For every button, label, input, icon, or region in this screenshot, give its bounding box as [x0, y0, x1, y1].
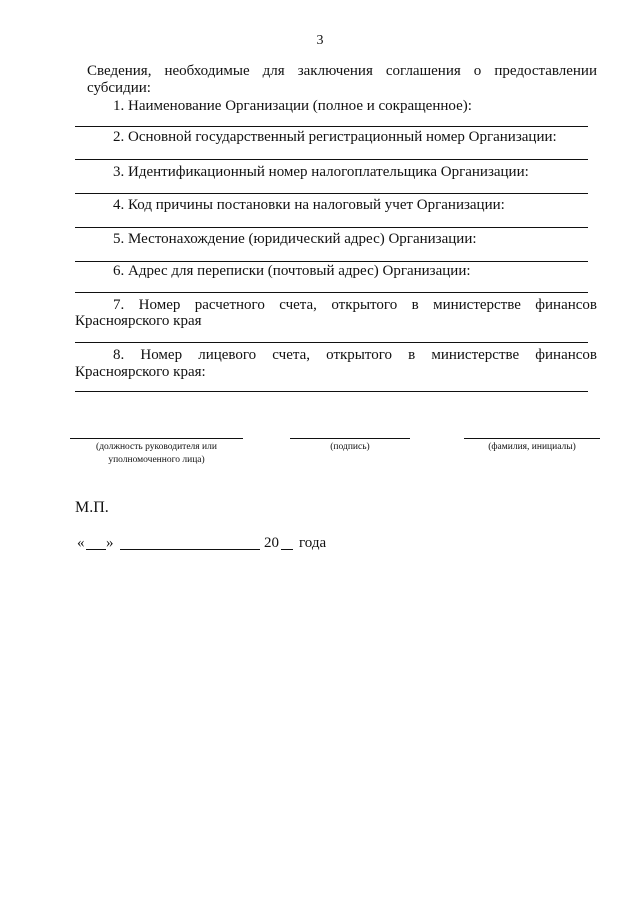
date-year-prefix: 20 — [264, 535, 279, 551]
position-caption-line2: уполномоченного лица) — [108, 455, 205, 465]
date-open-quote: « — [77, 535, 85, 551]
item-5-field-line[interactable] — [75, 261, 588, 262]
name-field-line[interactable] — [464, 438, 600, 439]
name-caption: (фамилия, инициалы) — [488, 442, 576, 452]
item-6-label: 6. Адрес для переписки (почтовый адрес) Организации: — [113, 263, 471, 279]
item-3-label: 3. Идентификационный номер налогоплательщика Организации: — [113, 164, 529, 180]
item-5-label: 5. Местонахождение (юридический адрес) Организации: — [113, 231, 477, 247]
item-2-label: 2. Основной государственный регистрационный номер Организации: — [113, 129, 557, 145]
item-2-field-line[interactable] — [75, 159, 588, 160]
intro-text-line2: субсидии: — [87, 80, 151, 96]
item-8-label-line1: 8. Номер лицевого счета, открытого в министерстве финансов — [113, 347, 597, 363]
item-7-label-line1: 7. Номер расчетного счета, открытого в министерстве финансов — [113, 297, 597, 313]
date-month-field[interactable] — [120, 549, 260, 550]
signature-caption: (подпись) — [330, 442, 370, 452]
signature-field-line[interactable] — [290, 438, 410, 439]
item-4-field-line[interactable] — [75, 227, 588, 228]
position-field-line[interactable] — [70, 438, 243, 439]
item-6-field-line[interactable] — [75, 292, 588, 293]
date-year-word: года — [299, 535, 327, 551]
date-year-field[interactable] — [281, 549, 293, 550]
item-1-label: 1. Наименование Организации (полное и сокращенное): — [113, 98, 472, 114]
page-number: 3 — [316, 33, 324, 48]
item-8-label-line2: Красноярского края: — [75, 364, 206, 380]
date-day-field[interactable] — [86, 549, 106, 550]
item-7-label-line2: Красноярского края — [75, 313, 202, 329]
item-1-field-line[interactable] — [75, 126, 588, 127]
intro-text-line1: Сведения, необходимые для заключения соглашения о предоставлении — [87, 63, 597, 79]
item-4-label: 4. Код причины постановки на налоговый учет Организации: — [113, 197, 505, 213]
stamp-label: М.П. — [75, 499, 109, 516]
position-caption-line1: (должность руководителя или — [96, 442, 217, 452]
item-7-field-line[interactable] — [75, 342, 588, 343]
item-3-field-line[interactable] — [75, 193, 588, 194]
item-8-field-line[interactable] — [75, 391, 588, 392]
date-close-quote: » — [106, 535, 114, 551]
